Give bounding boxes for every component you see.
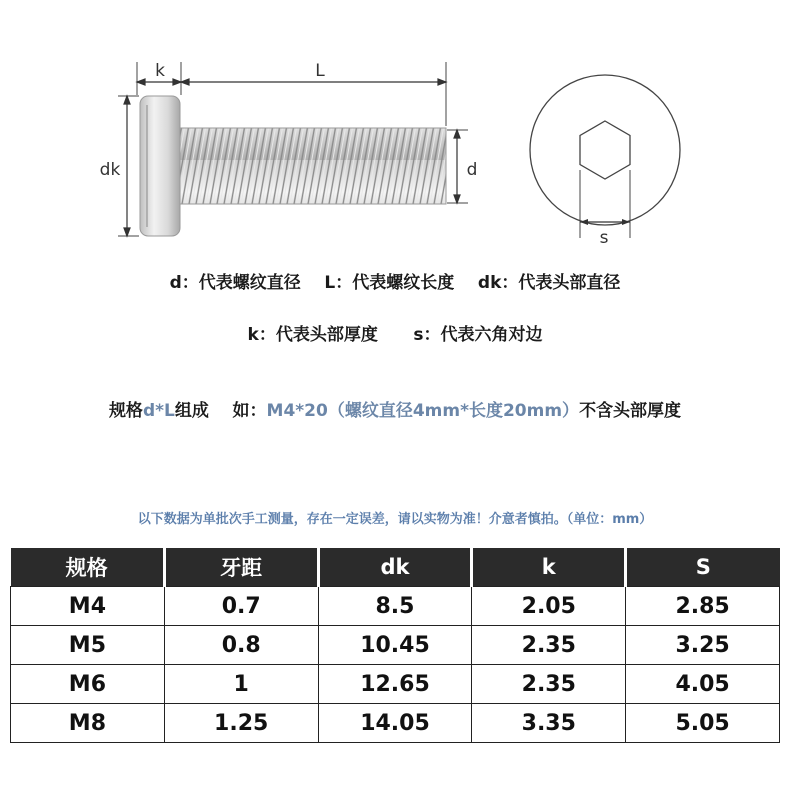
spec-accent-example: M4*20（螺纹直径4mm*长度20mm）	[266, 401, 580, 421]
legend-line-2: k：代表头部厚度 s：代表六角对边	[247, 325, 543, 345]
dim-label-s: s	[599, 228, 609, 248]
spec-format-line	[0, 396, 790, 421]
table-row	[11, 587, 780, 626]
dim-label-d: d	[466, 160, 478, 180]
table-header-row	[11, 548, 780, 587]
table-row	[11, 704, 780, 743]
dim-label-dk: dk	[99, 160, 121, 180]
cell-pitch: 1.25	[164, 704, 318, 743]
header-dk: dk	[318, 548, 472, 587]
cell-spec: M5	[11, 626, 165, 665]
cell-s: 2.85	[626, 587, 780, 626]
cell-spec: M4	[11, 587, 165, 626]
cell-k: 2.35	[472, 626, 626, 665]
table-row	[11, 626, 780, 665]
header-pitch: 牙距	[164, 548, 318, 587]
header-s: S	[626, 548, 780, 587]
spec-table	[10, 548, 780, 743]
cell-s: 4.05	[626, 665, 780, 704]
cell-dk: 8.5	[318, 587, 472, 626]
spec-prefix: 规格	[108, 401, 143, 421]
cell-spec: M6	[11, 665, 165, 704]
screw-dimension-diagram	[0, 0, 790, 250]
spec-middle: 组成 如：	[174, 401, 267, 421]
cell-s: 3.25	[626, 626, 780, 665]
cell-dk: 10.45	[318, 626, 472, 665]
cell-s: 5.05	[626, 704, 780, 743]
table-row	[11, 665, 780, 704]
screw-head	[140, 96, 180, 236]
cell-k: 3.35	[472, 704, 626, 743]
spec-suffix: 不含头部厚度	[579, 401, 682, 421]
cell-dk: 14.05	[318, 704, 472, 743]
dim-label-L: L	[315, 61, 325, 81]
cell-k: 2.05	[472, 587, 626, 626]
legend-line-1: d：代表螺纹直径 L：代表螺纹长度 dk：代表头部直径	[169, 273, 621, 293]
spec-accent-dl: d*L	[142, 401, 175, 421]
measurement-note: 以下数据为单批次手工测量，存在一定误差，请以实物为准！介意者慎拍。（单位：mm）	[137, 512, 653, 527]
cell-pitch: 1	[164, 665, 318, 704]
header-k: k	[472, 548, 626, 587]
cell-pitch: 0.8	[164, 626, 318, 665]
cell-spec: M8	[11, 704, 165, 743]
cell-dk: 12.65	[318, 665, 472, 704]
header-spec: 规格	[11, 548, 165, 587]
cell-pitch: 0.7	[164, 587, 318, 626]
screw-shaft	[180, 128, 446, 204]
head-top-view	[530, 75, 680, 238]
dim-label-k: k	[155, 61, 165, 81]
cell-k: 2.35	[472, 665, 626, 704]
